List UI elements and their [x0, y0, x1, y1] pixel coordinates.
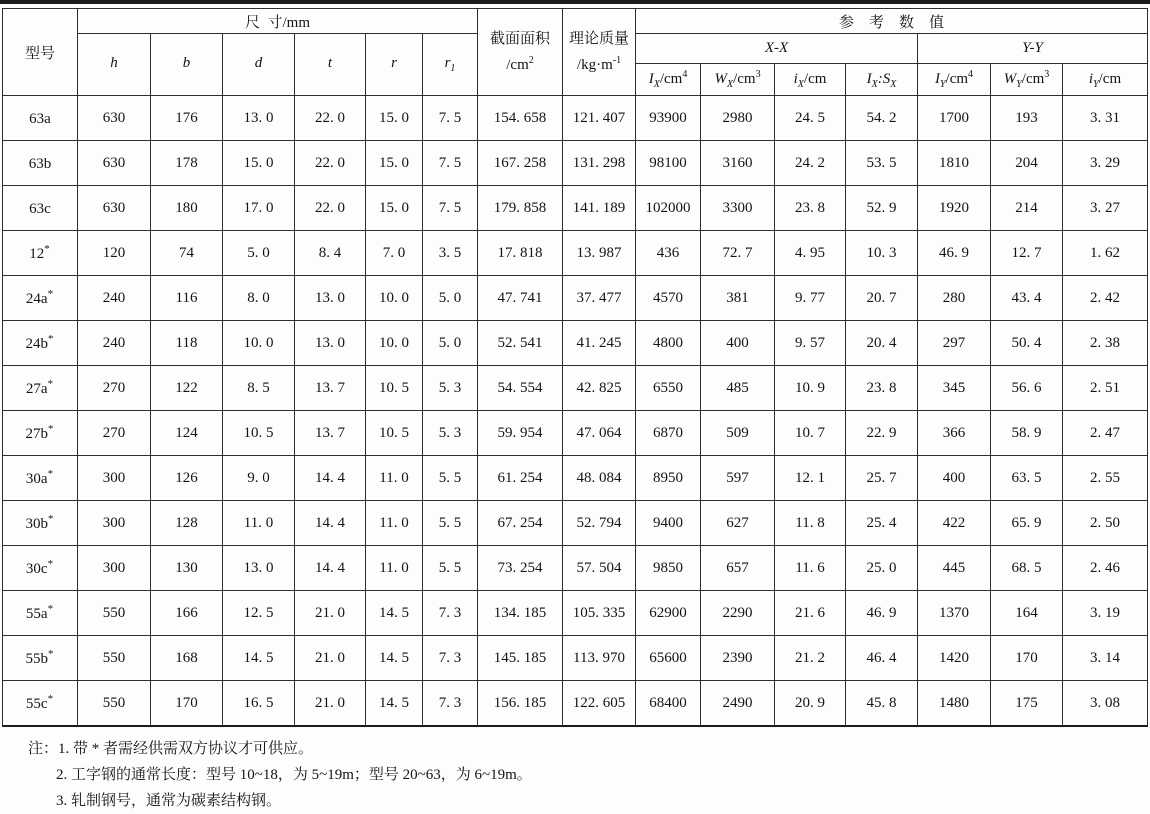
steel-section-table	[2, 8, 1148, 727]
star-mark: *	[48, 648, 55, 660]
value-cell: 21. 2	[775, 636, 846, 681]
table-row	[3, 456, 1148, 501]
value-cell: 156. 185	[478, 681, 563, 727]
value-cell: 54. 2	[846, 96, 918, 141]
model-label: 63c	[29, 201, 51, 217]
table-body	[3, 96, 1148, 727]
value-cell: 15. 0	[366, 186, 423, 231]
model-cell	[3, 456, 78, 501]
value-cell: 50. 4	[991, 321, 1063, 366]
value-cell: 73. 254	[478, 546, 563, 591]
value-cell: 2. 47	[1063, 411, 1148, 456]
value-cell: 11. 0	[223, 501, 295, 546]
value-cell: 3300	[701, 186, 775, 231]
value-cell: 300	[78, 546, 151, 591]
header-axis-xx: X-X	[636, 34, 918, 64]
value-cell: 10. 7	[775, 411, 846, 456]
value-cell: 23. 8	[846, 366, 918, 411]
value-cell: 23. 8	[775, 186, 846, 231]
value-cell: 10. 0	[366, 276, 423, 321]
value-cell: 168	[151, 636, 223, 681]
value-cell: 509	[701, 411, 775, 456]
value-cell: 7. 3	[423, 681, 478, 727]
value-cell: 15. 0	[223, 141, 295, 186]
value-cell: 2290	[701, 591, 775, 636]
value-cell: 145. 185	[478, 636, 563, 681]
value-cell: 116	[151, 276, 223, 321]
value-cell: 21. 0	[295, 591, 366, 636]
value-cell: 270	[78, 411, 151, 456]
value-cell: 20. 9	[775, 681, 846, 727]
note-line-2: 2. 工字钢的通常长度：型号 10~18，为 5~19m；型号 20~63，为 6~19m。	[56, 767, 532, 783]
model-cell	[3, 366, 78, 411]
header-theoretical-mass: 理论质量 $/kg\cdot m^{-1}$	[563, 9, 636, 96]
value-cell: 170	[151, 681, 223, 727]
value-cell: 381	[701, 276, 775, 321]
note-line-3: 3. 轧制钢号，通常为碳素结构钢。	[56, 793, 282, 809]
value-cell: 630	[78, 186, 151, 231]
value-cell: 240	[78, 276, 151, 321]
value-cell: 7. 3	[423, 636, 478, 681]
header-col-h: h	[78, 34, 151, 96]
value-cell: 627	[701, 501, 775, 546]
value-cell: 3. 19	[1063, 591, 1148, 636]
value-cell: 120	[78, 231, 151, 276]
value-cell: 14. 4	[295, 456, 366, 501]
header-col-b: b	[151, 34, 223, 96]
value-cell: 22. 0	[295, 141, 366, 186]
model-label: 63a	[29, 111, 51, 127]
value-cell: 102000	[636, 186, 701, 231]
value-cell: 270	[78, 366, 151, 411]
value-cell: 56. 6	[991, 366, 1063, 411]
value-cell: 1. 62	[1063, 231, 1148, 276]
value-cell: 1420	[918, 636, 991, 681]
star-mark: *	[47, 468, 55, 480]
value-cell: 445	[918, 546, 991, 591]
value-cell: 122. 605	[563, 681, 636, 727]
value-cell: 14. 4	[295, 546, 366, 591]
model-label: 24a	[25, 291, 48, 307]
model-cell	[3, 501, 78, 546]
value-cell: 4. 95	[775, 231, 846, 276]
value-cell: 2. 55	[1063, 456, 1148, 501]
star-mark: *	[47, 378, 55, 390]
value-cell: 214	[991, 186, 1063, 231]
value-cell: 13. 987	[563, 231, 636, 276]
value-cell: 130	[151, 546, 223, 591]
value-cell: 5. 0	[423, 321, 478, 366]
value-cell: 13. 7	[295, 366, 366, 411]
value-cell: 20. 4	[846, 321, 918, 366]
value-cell: 175	[991, 681, 1063, 727]
model-cell	[3, 546, 78, 591]
star-mark: *	[47, 558, 55, 570]
model-label: 24b	[25, 336, 48, 352]
value-cell: 5. 0	[223, 231, 295, 276]
value-cell: 400	[918, 456, 991, 501]
value-cell: 300	[78, 456, 151, 501]
value-cell: 1480	[918, 681, 991, 727]
value-cell: 93900	[636, 96, 701, 141]
table-row	[3, 636, 1148, 681]
header-col-wy-modulus: $W_Y/cm^3$	[991, 64, 1063, 96]
value-cell: 126	[151, 456, 223, 501]
value-cell: 550	[78, 681, 151, 727]
value-cell: 54. 554	[478, 366, 563, 411]
header-col-t: t	[295, 34, 366, 96]
value-cell: 11. 0	[366, 456, 423, 501]
notes-prefix: 注：	[28, 741, 59, 757]
table-row	[3, 141, 1148, 186]
header-model: 型号	[3, 9, 78, 96]
value-cell: 8950	[636, 456, 701, 501]
model-cell	[3, 591, 78, 636]
value-cell: 1920	[918, 186, 991, 231]
note-line-1: 注：1. 带 * 者需经供需双方协议才可供应。	[28, 741, 314, 757]
header-dimensions-group: 尺 寸/mm	[78, 9, 478, 34]
value-cell: 166	[151, 591, 223, 636]
star-mark: *	[48, 333, 55, 345]
value-cell: 14. 4	[295, 501, 366, 546]
value-cell: 3. 29	[1063, 141, 1148, 186]
value-cell: 6870	[636, 411, 701, 456]
value-cell: 5. 3	[423, 366, 478, 411]
value-cell: 17. 0	[223, 186, 295, 231]
value-cell: 131. 298	[563, 141, 636, 186]
value-cell: 98100	[636, 141, 701, 186]
table-row	[3, 321, 1148, 366]
header-col-ix-moment: $I_X/cm^4$	[636, 64, 701, 96]
value-cell: 37. 477	[563, 276, 636, 321]
value-cell: 597	[701, 456, 775, 501]
value-cell: 7. 5	[423, 186, 478, 231]
value-cell: 7. 5	[423, 96, 478, 141]
header-col-r1: $r_1$	[423, 34, 478, 96]
value-cell: 204	[991, 141, 1063, 186]
value-cell: 3. 14	[1063, 636, 1148, 681]
model-cell	[3, 681, 78, 727]
value-cell: 10. 0	[223, 321, 295, 366]
value-cell: 124	[151, 411, 223, 456]
value-cell: 22. 0	[295, 186, 366, 231]
table-row	[3, 276, 1148, 321]
value-cell: 10. 5	[366, 366, 423, 411]
value-cell: 47. 741	[478, 276, 563, 321]
model-cell	[3, 186, 78, 231]
table-row	[3, 546, 1148, 591]
value-cell: 46. 4	[846, 636, 918, 681]
value-cell: 154. 658	[478, 96, 563, 141]
value-cell: 164	[991, 591, 1063, 636]
value-cell: 12. 1	[775, 456, 846, 501]
value-cell: 58. 9	[991, 411, 1063, 456]
value-cell: 24. 5	[775, 96, 846, 141]
value-cell: 436	[636, 231, 701, 276]
value-cell: 3. 27	[1063, 186, 1148, 231]
value-cell: 2. 46	[1063, 546, 1148, 591]
value-cell: 67. 254	[478, 501, 563, 546]
table-row	[3, 411, 1148, 456]
value-cell: 630	[78, 96, 151, 141]
value-cell: 8. 5	[223, 366, 295, 411]
model-cell	[3, 636, 78, 681]
value-cell: 65. 9	[991, 501, 1063, 546]
value-cell: 10. 5	[223, 411, 295, 456]
value-cell: 121. 407	[563, 96, 636, 141]
value-cell: 422	[918, 501, 991, 546]
value-cell: 59. 954	[478, 411, 563, 456]
model-cell	[3, 141, 78, 186]
header-reference-group: 参 考 数 值	[636, 9, 1148, 34]
value-cell: 3. 08	[1063, 681, 1148, 727]
value-cell: 179. 858	[478, 186, 563, 231]
value-cell: 25. 7	[846, 456, 918, 501]
value-cell: 8. 0	[223, 276, 295, 321]
value-cell: 122	[151, 366, 223, 411]
header-col-ix-radius: $i_X/cm$	[775, 64, 846, 96]
header-section-area: 截面面积 $/cm^2$	[478, 9, 563, 96]
table-row	[3, 681, 1148, 727]
header-col-iy-moment: $I_Y/cm^4$	[918, 64, 991, 96]
table-row	[3, 231, 1148, 276]
value-cell: 2. 51	[1063, 366, 1148, 411]
value-cell: 72. 7	[701, 231, 775, 276]
value-cell: 48. 084	[563, 456, 636, 501]
value-cell: 25. 4	[846, 501, 918, 546]
value-cell: 14. 5	[223, 636, 295, 681]
header-axis-yy: Y-Y	[918, 34, 1148, 64]
value-cell: 14. 5	[366, 636, 423, 681]
value-cell: 41. 245	[563, 321, 636, 366]
value-cell: 1700	[918, 96, 991, 141]
value-cell: 10. 0	[366, 321, 423, 366]
value-cell: 3. 5	[423, 231, 478, 276]
value-cell: 5. 5	[423, 456, 478, 501]
model-label: 27b	[25, 426, 48, 442]
header-col-ix-sx-ratio: $I_X:S_X$	[846, 64, 918, 96]
value-cell: 240	[78, 321, 151, 366]
value-cell: 2. 42	[1063, 276, 1148, 321]
top-rule	[0, 0, 1150, 4]
value-cell: 2. 50	[1063, 501, 1148, 546]
value-cell: 57. 504	[563, 546, 636, 591]
value-cell: 74	[151, 231, 223, 276]
value-cell: 550	[78, 636, 151, 681]
value-cell: 11. 0	[366, 546, 423, 591]
table-row	[3, 501, 1148, 546]
value-cell: 6550	[636, 366, 701, 411]
value-cell: 46. 9	[846, 591, 918, 636]
value-cell: 118	[151, 321, 223, 366]
value-cell: 13. 0	[295, 276, 366, 321]
value-cell: 2. 38	[1063, 321, 1148, 366]
value-cell: 22. 0	[295, 96, 366, 141]
header-col-d: d	[223, 34, 295, 96]
value-cell: 15. 0	[366, 96, 423, 141]
value-cell: 65600	[636, 636, 701, 681]
value-cell: 52. 794	[563, 501, 636, 546]
value-cell: 1810	[918, 141, 991, 186]
value-cell: 10. 3	[846, 231, 918, 276]
value-cell: 21. 0	[295, 636, 366, 681]
value-cell: 300	[78, 501, 151, 546]
value-cell: 17. 818	[478, 231, 563, 276]
star-mark: *	[47, 603, 55, 615]
value-cell: 9850	[636, 546, 701, 591]
value-cell: 21. 6	[775, 591, 846, 636]
value-cell: 15. 0	[366, 141, 423, 186]
value-cell: 3160	[701, 141, 775, 186]
value-cell: 53. 5	[846, 141, 918, 186]
model-label: 30c	[25, 561, 48, 577]
value-cell: 8. 4	[295, 231, 366, 276]
value-cell: 193	[991, 96, 1063, 141]
value-cell: 280	[918, 276, 991, 321]
value-cell: 42. 825	[563, 366, 636, 411]
model-cell	[3, 276, 78, 321]
value-cell: 10. 9	[775, 366, 846, 411]
value-cell: 5. 5	[423, 501, 478, 546]
model-label: 63b	[28, 156, 52, 172]
value-cell: 657	[701, 546, 775, 591]
value-cell: 1370	[918, 591, 991, 636]
value-cell: 68. 5	[991, 546, 1063, 591]
value-cell: 5. 0	[423, 276, 478, 321]
value-cell: 68400	[636, 681, 701, 727]
model-cell	[3, 321, 78, 366]
value-cell: 2490	[701, 681, 775, 727]
value-cell: 10. 5	[366, 411, 423, 456]
value-cell: 46. 9	[918, 231, 991, 276]
value-cell: 345	[918, 366, 991, 411]
value-cell: 13. 0	[295, 321, 366, 366]
value-cell: 178	[151, 141, 223, 186]
value-cell: 7. 0	[366, 231, 423, 276]
value-cell: 14. 5	[366, 591, 423, 636]
value-cell: 550	[78, 591, 151, 636]
value-cell: 13. 0	[223, 96, 295, 141]
value-cell: 297	[918, 321, 991, 366]
value-cell: 167. 258	[478, 141, 563, 186]
value-cell: 5. 3	[423, 411, 478, 456]
value-cell: 400	[701, 321, 775, 366]
model-label: 27a	[25, 381, 48, 397]
value-cell: 47. 064	[563, 411, 636, 456]
model-label: 30b	[25, 516, 48, 532]
value-cell: 12. 5	[223, 591, 295, 636]
model-cell	[3, 96, 78, 141]
value-cell: 43. 4	[991, 276, 1063, 321]
value-cell: 170	[991, 636, 1063, 681]
value-cell: 7. 3	[423, 591, 478, 636]
value-cell: 9. 77	[775, 276, 846, 321]
table-row	[3, 96, 1148, 141]
star-mark: *	[47, 288, 55, 300]
value-cell: 180	[151, 186, 223, 231]
footnotes	[28, 736, 1118, 814]
header-col-wx-modulus: $W_X/cm^3$	[701, 64, 775, 96]
table-header	[3, 9, 1148, 96]
value-cell: 13. 7	[295, 411, 366, 456]
value-cell: 2390	[701, 636, 775, 681]
model-cell	[3, 411, 78, 456]
value-cell: 24. 2	[775, 141, 846, 186]
star-mark: *	[48, 423, 55, 435]
value-cell: 3. 31	[1063, 96, 1148, 141]
value-cell: 45. 8	[846, 681, 918, 727]
value-cell: 485	[701, 366, 775, 411]
table-row	[3, 366, 1148, 411]
value-cell: 13. 0	[223, 546, 295, 591]
table-row	[3, 591, 1148, 636]
value-cell: 128	[151, 501, 223, 546]
value-cell: 22. 9	[846, 411, 918, 456]
model-cell	[3, 231, 78, 276]
value-cell: 134. 185	[478, 591, 563, 636]
value-cell: 4570	[636, 276, 701, 321]
value-cell: 21. 0	[295, 681, 366, 727]
header-col-iy-radius: $i_Y/cm$	[1063, 64, 1148, 96]
value-cell: 25. 0	[846, 546, 918, 591]
value-cell: 14. 5	[366, 681, 423, 727]
star-mark: *	[44, 243, 51, 255]
value-cell: 61. 254	[478, 456, 563, 501]
value-cell: 9400	[636, 501, 701, 546]
value-cell: 11. 8	[775, 501, 846, 546]
model-label: 12	[29, 246, 45, 262]
value-cell: 4800	[636, 321, 701, 366]
value-cell: 52. 9	[846, 186, 918, 231]
value-cell: 11. 6	[775, 546, 846, 591]
value-cell: 5. 5	[423, 546, 478, 591]
value-cell: 113. 970	[563, 636, 636, 681]
value-cell: 12. 7	[991, 231, 1063, 276]
value-cell: 16. 5	[223, 681, 295, 727]
value-cell: 9. 57	[775, 321, 846, 366]
value-cell: 105. 335	[563, 591, 636, 636]
model-label: 30a	[25, 471, 48, 487]
value-cell: 366	[918, 411, 991, 456]
model-label: 55c	[25, 696, 48, 712]
value-cell: 630	[78, 141, 151, 186]
star-mark: *	[47, 693, 55, 705]
value-cell: 7. 5	[423, 141, 478, 186]
model-label: 55a	[25, 606, 48, 622]
value-cell: 20. 7	[846, 276, 918, 321]
star-mark: *	[48, 513, 55, 525]
model-label: 55b	[25, 651, 48, 667]
value-cell: 52. 541	[478, 321, 563, 366]
value-cell: 11. 0	[366, 501, 423, 546]
header-col-r: r	[366, 34, 423, 96]
table-row	[3, 186, 1148, 231]
value-cell: 63. 5	[991, 456, 1063, 501]
value-cell: 141. 189	[563, 186, 636, 231]
value-cell: 62900	[636, 591, 701, 636]
value-cell: 2980	[701, 96, 775, 141]
value-cell: 176	[151, 96, 223, 141]
value-cell: 9. 0	[223, 456, 295, 501]
